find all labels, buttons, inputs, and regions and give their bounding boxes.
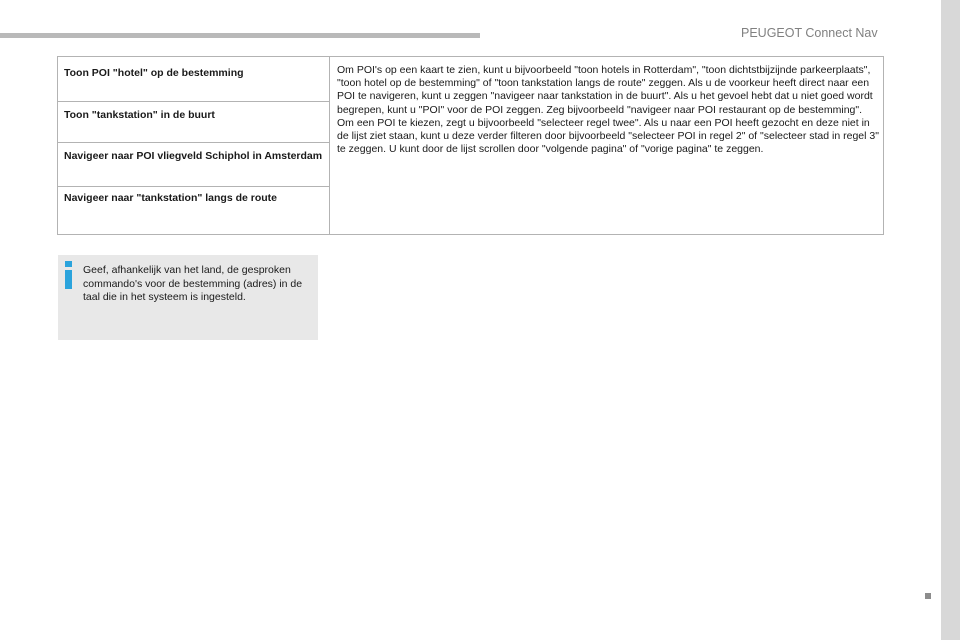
command-column <box>58 57 330 234</box>
description-paragraph: Om POI's op een kaart te zien, kunt u bijvoorbeeld "toon hotels in Rotterdam", "toon dichtstbijzijnde parkeerplaats", "toon hotel op de bestemming" of "toon tankstation langs de route" zeggen. Als u de voorkeur heeft direct naar een POI te navigeren, kunt u zeggen "navigeer naar tankstation in de buurt". Als u het gevoel hebt dat u niet goed wordt begrepen, kunt u "POI" voor de POI zeggen. Zeg bijvoorbeeld "navigeer naar POI restaurant op de bestemming". <box>337 64 873 116</box>
command-text: Toon "tankstation" in de buurt <box>64 109 215 121</box>
page-header-title: PEUGEOT Connect Nav <box>741 26 878 40</box>
page-marker-square <box>925 593 931 599</box>
header-divider-bar <box>0 33 480 38</box>
command-text: Navigeer naar POI vliegveld Schiphol in Amsterdam <box>64 150 323 162</box>
command-text: Toon POI "hotel" op de bestemming <box>64 67 244 79</box>
command-text: Navigeer naar "tankstation" langs de route <box>64 192 278 204</box>
info-note-text: Geef, afhankelijk van het land, de gesproken commando's voor de bestemming (adres) in de taal die in het systeem is ingesteld. <box>83 264 303 303</box>
command-cell-tankstation-route <box>58 187 329 234</box>
command-cell-schiphol <box>58 143 329 187</box>
page-side-strip <box>941 0 960 640</box>
info-icon <box>64 261 73 289</box>
info-note-box <box>58 255 318 340</box>
command-cell-tankstation-nearby <box>58 102 329 143</box>
voice-command-table <box>57 56 884 235</box>
command-cell-hotel <box>58 57 329 102</box>
description-cell <box>337 64 881 156</box>
description-paragraph: Om een POI te kiezen, zegt u bijvoorbeeld "selecteer regel twee". Als u naar een POI heeft gezocht en deze niet in de lijst ziet staan, kunt u deze verder filteren door bijvoorbeeld "selecteer POI in regel 2" of "selecteer stad in regel 3" te zeggen. U kunt door de lijst scrollen door "volgende pagina" of "vorige pagina" te zeggen. <box>337 116 879 156</box>
